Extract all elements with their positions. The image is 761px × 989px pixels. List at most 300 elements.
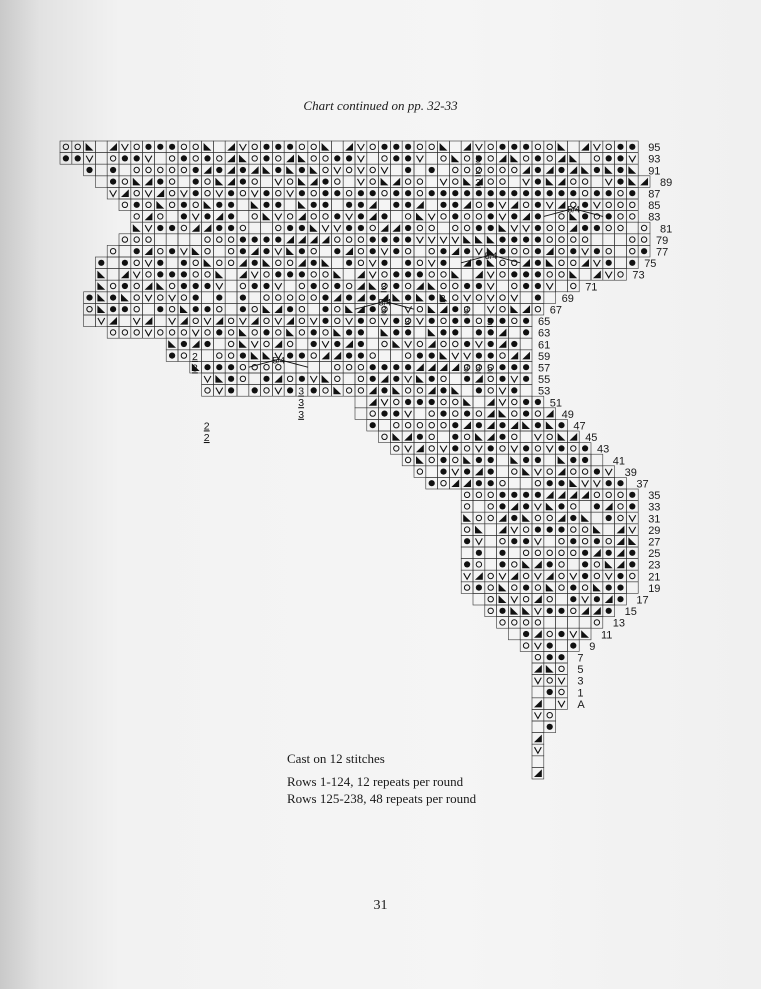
yarn-over-mark <box>193 260 198 265</box>
knit-tbl-mark <box>275 237 281 243</box>
chart-cell <box>497 257 509 269</box>
chart-cell <box>520 292 532 304</box>
knit-tbl-mark <box>629 503 635 509</box>
chart-cell <box>556 431 568 443</box>
knit-tbl-mark <box>594 167 600 173</box>
chart-cell <box>143 164 155 176</box>
no-stitch-mark <box>440 237 447 243</box>
chart-cell <box>402 211 414 223</box>
yarn-over-mark <box>146 237 151 242</box>
chart-cell <box>154 153 166 165</box>
yarn-over-mark <box>464 585 469 590</box>
knit-tbl-mark <box>346 260 352 266</box>
decrease-right-mark <box>310 178 318 186</box>
chart-cell <box>119 164 131 176</box>
decrease-left-mark <box>628 537 636 545</box>
chart-cell <box>567 280 579 292</box>
chart-cell <box>626 164 638 176</box>
yarn-over-mark <box>158 330 163 335</box>
chart-cell <box>249 373 261 385</box>
decrease-right-mark <box>286 317 294 325</box>
yarn-over-mark <box>405 179 410 184</box>
decrease-right-mark <box>463 479 471 487</box>
chart-cell <box>308 211 320 223</box>
knit-tbl-mark <box>346 295 352 301</box>
knit-tbl-mark <box>393 318 399 324</box>
inline-count: 3 <box>463 362 470 375</box>
chart-cell <box>426 408 438 420</box>
yarn-over-mark <box>169 179 174 184</box>
knit-tbl-mark <box>452 434 458 440</box>
yarn-over-mark <box>618 191 623 196</box>
no-stitch-mark <box>216 283 223 289</box>
knit-tbl-mark <box>405 190 411 196</box>
chart-cell <box>166 234 178 246</box>
group-increase-label: 5/4 <box>567 204 580 215</box>
knit-tbl-mark <box>370 422 376 428</box>
yarn-over-mark <box>464 446 469 451</box>
no-stitch-mark <box>546 202 553 208</box>
knit-tbl-mark <box>523 237 529 243</box>
decrease-right-mark <box>475 271 483 279</box>
yarn-over-mark <box>582 469 587 474</box>
knit-tbl-mark <box>523 445 529 451</box>
chart-cell <box>485 153 497 165</box>
knit-tbl-mark <box>464 376 470 382</box>
no-stitch-mark <box>381 167 388 173</box>
chart-cell <box>343 176 355 188</box>
yarn-over-mark <box>158 214 163 219</box>
yarn-over-mark <box>535 550 540 555</box>
chart-cell <box>497 454 509 466</box>
knit-tbl-mark <box>393 190 399 196</box>
chart-cell <box>119 234 131 246</box>
chart-cell <box>284 280 296 292</box>
chart-cell <box>603 559 615 571</box>
yarn-over-mark <box>500 272 505 277</box>
chart-cell <box>603 501 615 513</box>
decrease-left-mark <box>475 433 483 441</box>
yarn-over-mark <box>535 620 540 625</box>
knit-tbl-mark <box>523 190 529 196</box>
row-label: 83 <box>648 211 661 224</box>
yarn-over-mark <box>606 249 611 254</box>
chart-cell <box>485 176 497 188</box>
chart-cell <box>626 222 638 234</box>
chart-cell <box>508 327 520 339</box>
knit-tbl-mark <box>275 167 281 173</box>
yarn-over-mark <box>193 272 198 277</box>
chart-cell <box>178 222 190 234</box>
yarn-over-mark <box>417 341 422 346</box>
chart-cell <box>379 338 391 350</box>
chart-cell <box>426 222 438 234</box>
decrease-left-mark <box>298 201 306 209</box>
knit-tbl-mark <box>629 260 635 266</box>
yarn-over-mark <box>582 527 587 532</box>
decrease-left-mark <box>322 143 330 151</box>
yarn-over-mark <box>464 225 469 230</box>
decrease-right-mark <box>487 398 495 406</box>
chart-cell <box>426 176 438 188</box>
decrease-left-mark <box>97 271 105 279</box>
no-stitch-mark <box>594 144 601 150</box>
knit-tbl-mark <box>381 237 387 243</box>
decrease-right-mark <box>558 155 566 163</box>
chart-cell <box>579 501 591 513</box>
no-stitch-mark <box>169 295 176 301</box>
yarn-over-mark <box>417 469 422 474</box>
decrease-right-mark <box>499 514 507 522</box>
chart-continued-note: Chart continued on pp. 32-33 <box>303 98 458 113</box>
yarn-over-mark <box>488 515 493 520</box>
chart-cell <box>497 535 509 547</box>
chart-cell <box>615 234 627 246</box>
chart-cell <box>225 292 237 304</box>
decrease-left-mark <box>121 294 129 302</box>
knit-tbl-mark <box>358 353 364 359</box>
knit-tbl-mark <box>157 260 163 266</box>
chart-cell <box>426 443 438 455</box>
decrease-left-mark <box>463 398 471 406</box>
chart-cell <box>143 315 155 327</box>
yarn-over-mark <box>228 260 233 265</box>
chart-cell <box>402 454 414 466</box>
chart-cell <box>449 222 461 234</box>
inline-count: 3 <box>475 362 482 375</box>
yarn-over-mark <box>287 376 292 381</box>
yarn-over-mark <box>488 167 493 172</box>
decrease-left-mark <box>322 259 330 267</box>
yarn-over-mark <box>571 283 576 288</box>
row-label: 55 <box>538 374 551 387</box>
no-stitch-mark <box>358 156 365 162</box>
knit-tbl-mark <box>558 480 564 486</box>
knit-tbl-mark <box>594 469 600 475</box>
chart-cell <box>532 547 544 559</box>
chart-cell <box>579 524 591 536</box>
yarn-over-mark <box>453 179 458 184</box>
chart-cell <box>249 176 261 188</box>
chart-cell <box>544 593 556 605</box>
chart-cell <box>131 211 143 223</box>
chart-cell <box>520 431 532 443</box>
yarn-over-mark <box>323 156 328 161</box>
chart-cell <box>556 222 568 234</box>
yarn-over-mark <box>228 318 233 323</box>
knit-tbl-mark <box>263 283 269 289</box>
chart-cell <box>178 164 190 176</box>
yarn-over-mark <box>547 434 552 439</box>
no-stitch-mark <box>440 446 447 452</box>
decrease-right-mark <box>369 213 377 221</box>
knit-tbl-mark <box>263 248 269 254</box>
chart-cell <box>95 164 107 176</box>
inline-count: 5 <box>487 362 493 375</box>
chart-cell <box>202 257 214 269</box>
no-stitch-mark <box>204 318 211 324</box>
knit-tbl-mark <box>263 237 269 243</box>
chart-cell <box>343 187 355 199</box>
chart-cell <box>520 303 532 315</box>
chart-cell <box>320 385 332 397</box>
knit-tbl-mark <box>606 260 612 266</box>
chart-cell <box>438 338 450 350</box>
chart-cell <box>497 269 509 281</box>
chart-cell <box>485 582 497 594</box>
knit-tbl-mark <box>558 167 564 173</box>
knit-tbl-mark <box>334 155 340 161</box>
chart-cell <box>615 501 627 513</box>
chart-cell <box>296 292 308 304</box>
no-stitch-mark <box>275 248 282 254</box>
yarn-over-mark <box>358 249 363 254</box>
knit-tbl-mark <box>263 376 269 382</box>
row-label: 71 <box>585 281 598 294</box>
chart-cell <box>544 141 556 153</box>
no-stitch-mark <box>605 573 612 579</box>
decrease-left-mark <box>510 155 518 163</box>
chart-cell <box>107 257 119 269</box>
decrease-right-mark <box>145 213 153 221</box>
chart-cell <box>520 164 532 176</box>
yarn-over-mark <box>240 376 245 381</box>
chart-cell <box>119 176 131 188</box>
no-stitch-mark <box>428 237 435 243</box>
row-label: 87 <box>648 188 661 201</box>
chart-cell <box>284 361 296 373</box>
chart-cell <box>426 338 438 350</box>
decrease-right-mark <box>381 375 389 383</box>
chart-cell <box>414 257 426 269</box>
inline-count: 2 <box>475 165 482 178</box>
chart-cell <box>190 141 202 153</box>
knit-tbl-mark <box>558 608 564 614</box>
knit-tbl-mark <box>476 353 482 359</box>
knit-tbl-mark <box>346 155 352 161</box>
knit-tbl-mark <box>181 283 187 289</box>
row-label: 51 <box>549 397 563 410</box>
knit-tbl-mark <box>499 144 505 150</box>
chart-cell <box>414 141 426 153</box>
yarn-over-mark <box>500 167 505 172</box>
knit-tbl-mark <box>452 445 458 451</box>
no-stitch-mark <box>629 527 636 533</box>
knit-tbl-mark <box>381 364 387 370</box>
knit-tbl-mark <box>523 329 529 335</box>
chart-cell <box>438 477 450 489</box>
decrease-right-mark <box>215 213 223 221</box>
decrease-left-mark <box>522 561 530 569</box>
decrease-left-mark <box>392 387 400 395</box>
decrease-left-mark <box>97 294 105 302</box>
chart-cell <box>626 570 638 582</box>
yarn-over-mark <box>370 318 375 323</box>
yarn-over-mark <box>500 353 505 358</box>
knit-tbl-mark <box>358 341 364 347</box>
chart-cell <box>426 454 438 466</box>
yarn-over-mark <box>169 330 174 335</box>
chart-cell <box>178 350 190 362</box>
yarn-over-mark <box>134 307 139 312</box>
decrease-right-mark <box>192 224 200 232</box>
yarn-over-mark <box>630 249 635 254</box>
decrease-right-mark <box>510 503 518 511</box>
decrease-right-mark <box>274 305 282 313</box>
chart-cell <box>473 211 485 223</box>
decrease-right-mark <box>558 468 566 476</box>
chart-cell <box>544 153 556 165</box>
yarn-over-mark <box>158 295 163 300</box>
yarn-over-mark <box>405 249 410 254</box>
chart-cell <box>166 327 178 339</box>
decrease-left-mark <box>156 201 164 209</box>
chart-cell <box>213 153 225 165</box>
yarn-over-mark <box>547 144 552 149</box>
chart-cell <box>532 721 544 733</box>
yarn-over-mark <box>582 585 587 590</box>
decrease-right-mark <box>227 178 235 186</box>
knit-tbl-mark <box>252 237 258 243</box>
yarn-over-mark <box>571 237 576 242</box>
chart-cell <box>154 292 166 304</box>
chart-cell <box>213 373 225 385</box>
chart-cell <box>497 582 509 594</box>
chart-cell <box>143 199 155 211</box>
yarn-over-mark <box>335 318 340 323</box>
decrease-right-mark <box>298 213 306 221</box>
decrease-left-mark <box>416 294 424 302</box>
decrease-right-mark <box>298 236 306 244</box>
no-stitch-mark <box>535 504 542 510</box>
no-stitch-mark <box>381 399 388 405</box>
decrease-left-mark <box>322 375 330 383</box>
decrease-right-mark <box>274 340 282 348</box>
decrease-left-mark <box>546 584 554 592</box>
knit-tbl-mark <box>216 167 222 173</box>
chart-cell <box>308 269 320 281</box>
chart-cell <box>225 303 237 315</box>
decrease-right-mark <box>510 421 518 429</box>
row-label: 21 <box>648 571 661 584</box>
chart-cell <box>343 234 355 246</box>
chart-cell <box>107 327 119 339</box>
chart-cell <box>449 396 461 408</box>
chart-cell <box>473 408 485 420</box>
decrease-right-mark <box>428 340 436 348</box>
inline-count: 3 <box>192 362 198 375</box>
chart-cell <box>473 199 485 211</box>
yarn-over-mark <box>264 318 269 323</box>
knit-tbl-mark <box>429 318 435 324</box>
knit-tbl-mark <box>263 202 269 208</box>
decrease-left-mark <box>204 201 212 209</box>
chart-cell <box>284 257 296 269</box>
chart-cell <box>331 315 343 327</box>
knit-tbl-mark <box>334 248 340 254</box>
knit-tbl-mark <box>181 202 187 208</box>
decrease-left-mark <box>593 526 601 534</box>
knit-tbl-mark <box>476 585 482 591</box>
yarn-over-mark <box>217 260 222 265</box>
yarn-over-mark <box>323 283 328 288</box>
yarn-over-mark <box>441 156 446 161</box>
chart-cell <box>567 605 579 617</box>
knit-tbl-mark <box>617 585 623 591</box>
chart-cell <box>367 350 379 362</box>
knit-tbl-mark <box>499 318 505 324</box>
chart-cell <box>308 234 320 246</box>
yarn-over-mark <box>547 597 552 602</box>
chart-cell <box>367 222 379 234</box>
chart-cell <box>131 257 143 269</box>
decrease-left-mark <box>156 282 164 290</box>
yarn-over-mark <box>276 260 281 265</box>
knit-tbl-mark <box>216 329 222 335</box>
knit-tbl-mark <box>228 387 234 393</box>
decrease-right-mark <box>534 630 542 638</box>
knit-tbl-mark <box>582 573 588 579</box>
knit-tbl-mark <box>322 318 328 324</box>
chart-cell <box>579 489 591 501</box>
chart-cell <box>178 327 190 339</box>
chart-cell <box>544 234 556 246</box>
chart-cell <box>461 222 473 234</box>
chart-cell <box>438 419 450 431</box>
no-stitch-mark <box>464 573 471 579</box>
chart-cell <box>249 361 261 373</box>
knit-tbl-mark <box>617 573 623 579</box>
knit-tbl-mark <box>193 190 199 196</box>
yarn-over-mark <box>110 283 115 288</box>
chart-cell <box>438 315 450 327</box>
chart-cell <box>355 245 367 257</box>
yarn-over-mark <box>311 353 316 358</box>
knit-tbl-mark <box>535 167 541 173</box>
yarn-over-mark <box>205 272 210 277</box>
knit-tbl-mark <box>311 329 317 335</box>
inline-count: 2 <box>203 432 210 444</box>
knit-tbl-mark <box>535 492 541 498</box>
knit-tbl-mark <box>629 550 635 556</box>
chart-cell <box>202 350 214 362</box>
knit-tbl-mark <box>240 306 246 312</box>
chart-cell <box>320 257 332 269</box>
yarn-over-mark <box>594 562 599 567</box>
yarn-over-mark <box>346 191 351 196</box>
chart-cell <box>131 280 143 292</box>
knit-tbl-mark <box>464 248 470 254</box>
decrease-right-mark <box>109 317 117 325</box>
yarn-over-mark <box>181 144 186 149</box>
row-label: 77 <box>656 246 669 259</box>
chart-cell <box>485 385 497 397</box>
yarn-over-mark <box>523 527 528 532</box>
yarn-over-mark <box>405 423 410 428</box>
decrease-left-mark <box>133 224 141 232</box>
chart-cell <box>261 292 273 304</box>
knit-tbl-mark <box>535 213 541 219</box>
no-stitch-mark <box>452 469 459 475</box>
chart-cell <box>473 501 485 513</box>
knit-tbl-mark <box>181 260 187 266</box>
chart-cell <box>449 245 461 257</box>
yarn-over-mark <box>582 191 587 196</box>
yarn-over-mark <box>299 283 304 288</box>
no-stitch-mark <box>310 376 317 382</box>
chart-cell <box>296 327 308 339</box>
knit-tbl-mark <box>429 353 435 359</box>
